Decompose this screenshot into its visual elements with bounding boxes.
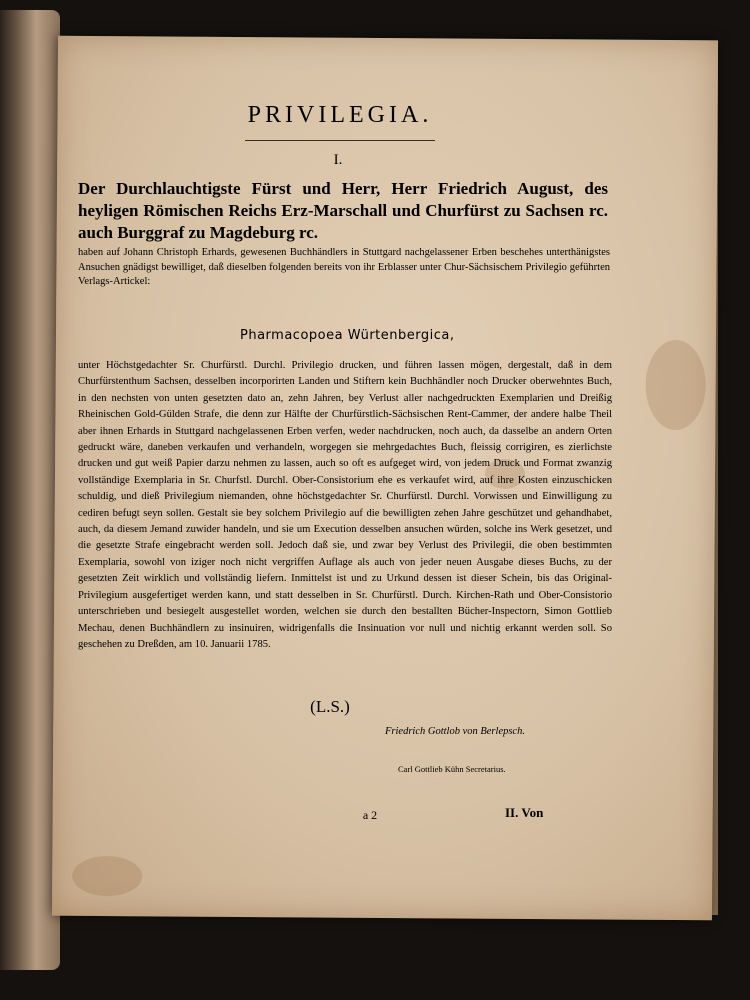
book-spine xyxy=(0,10,60,970)
signature-mark: a 2 xyxy=(362,808,378,822)
page-stain xyxy=(645,340,706,430)
book-title: Pharmacopoea Würtenbergica, xyxy=(240,328,455,343)
intro-text: haben auf Johann Christoph Erhards, gewesenen Buchhändlers in Stuttgard nachgelassener Erben beschehes unterthänigstes Ansuchen gnädigst bewilliget, daß dieselben folgenden bereits von ihr Erblasser unter Chur-Sächsischem Privilegio geführten Verlags-Artickel: xyxy=(78,247,610,287)
privilege-body-text: unter Höchstgedachter Sr. Churfürstl. Durchl. Privilegio drucken, und führen lassen mögen, dergestalt, daß in dem Churfürstenthum Sachsen, desselben incorporirten Landen und Stiftern kein Buchhändler noch Drucker oberwehntes Buch, in den nechsten von unten gesetzten dato an, zehn Jahren, bey Verlust aller nachgedruckten Exemplarien und Dreißig Rheinischen Gold-Gülden Strafe, die denn zur Hälfte der Churfürstlich-Sächsischen Rent-Cammer, der andere halbe Theil aber ihnen Erhards in Stuttgard nachgelassenen Erben verfen, weder nachdrucken, noch auch, da dasselbe an andern Orten gedruckt wäre, daneben verkaufen und verhandeln, worgegen sie mehrgedachtes Buch, fleissig corrigiren, es zierlichste drucken und gut weiß Papier darzu nehmen zu lassen, auch so oft es aufgeget wird, von jedem Druck und Format zwanzig vollständige Exemplaria in Sr. Churfstl. Durchl. Ober-Consistorium ehe es verkaufet wird, auf ihre Kosten einzuschicken schuldig, und dieß Privilegium niemanden, ohne höchstgedachter Sr. Churfürstl. Durchl. Vorwissen und Einwilligung zu cediren befugt seyn sollen. Gestalt sie bey solchem Privilegio auf die bewilligten zehen Jahre geschützet und gehandhabet, auch, da diesem Jemand zuwider handeln, und sie um Execution desselben ansuchen würden, solche ins Werk gesetzet, und die gesetzte Strafe eingebracht werden soll. Jedoch daß sie, und zwar bey Verlust des Privilegii, die oben bestimmten Exemplaria, sowohl von iziger noch nicht vergriffen Auflage als auch von jeder neuen Ausgabe dieses Buchs, zu der gesetzten Zeit wirklich und vollständig liefern. Inmittelst ist und zu Urkund dessen ist dieser Schein, bis das Original-Privilegium ausgefertiget werden kann, und statt desselben in Sr. Churfürstl. Durch. Kirchen-Rath und Ober-Consistorio unterschrieben und besiegelt ausgestellet worden, welchen sie durch den bestallten Bücher-Inspectorn, Simon Gottlieb Mechau, denen Buchhändlern zu insinuiren, widrigenfalls die Insinuation vor null und nichtig erkannt werden soll. So geschehen zu Dreßden, am 10. Januarii 1785. xyxy=(78,360,612,650)
signature-secretary: Carl Gottlieb Kühn Secretarius. xyxy=(398,764,506,774)
intro-heading: Der Durchlauchtigste Fürst und Herr, Herr Friedrich August, des heyligen Römischen Reichs Erz-Marschall und Churfürst zu Sachsen rc. auch Burggraf zu Magdeburg rc. xyxy=(78,179,608,242)
title-divider xyxy=(245,140,435,141)
page-title: PRIVILEGIA. xyxy=(247,102,433,128)
section-number: I. xyxy=(333,152,343,168)
page-stain xyxy=(72,856,142,896)
seal-mark: (L.S.) xyxy=(310,697,350,716)
catchword: II. Von xyxy=(505,805,544,820)
signature-berlepsch: Friedrich Gottlob von Berlepsch. xyxy=(385,726,525,737)
